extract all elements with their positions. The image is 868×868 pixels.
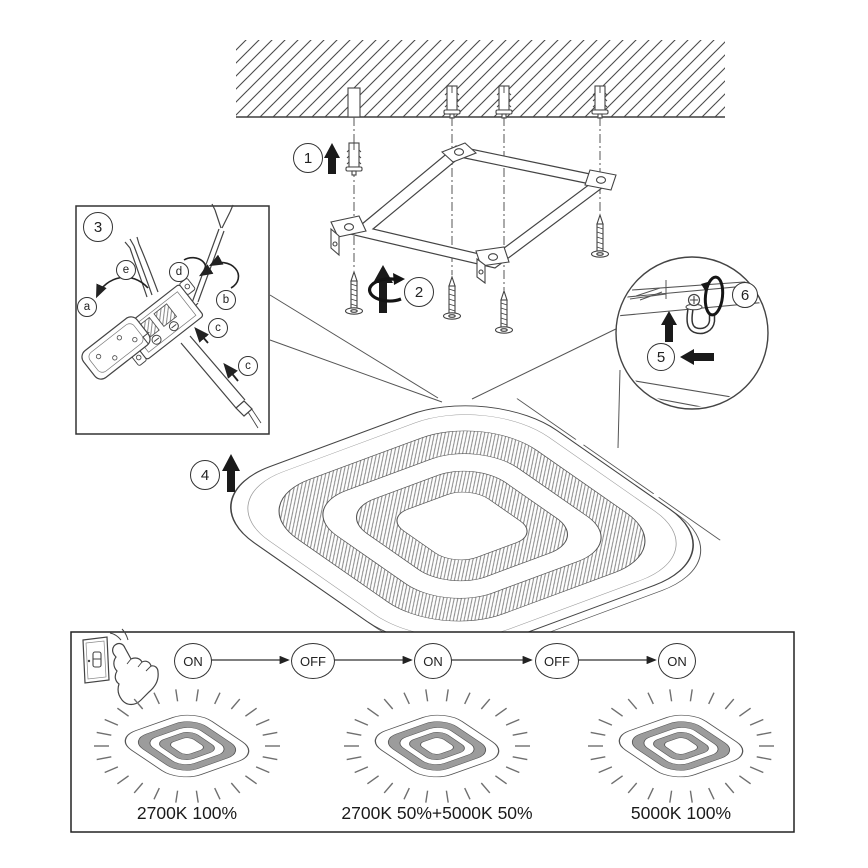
power-state-on: ON bbox=[658, 643, 696, 679]
step-number-5: 5 bbox=[647, 343, 675, 371]
wall-anchor bbox=[346, 143, 362, 175]
drill-hole bbox=[348, 88, 360, 117]
wiring-label-e: e bbox=[116, 260, 136, 280]
wall-switch-icon bbox=[83, 637, 109, 683]
step-number-1: 1 bbox=[293, 143, 323, 173]
ceiling-hatch bbox=[236, 40, 725, 118]
up-arrow bbox=[324, 143, 340, 174]
wiring-label-c: c bbox=[208, 318, 228, 338]
wiring-label-b: b bbox=[216, 290, 236, 310]
screw bbox=[592, 215, 609, 257]
power-state-on: ON bbox=[414, 643, 452, 679]
step1-graphics bbox=[324, 143, 362, 175]
screw bbox=[496, 291, 513, 333]
step-number-4: 4 bbox=[190, 460, 220, 490]
mode-label-mixed: 2700K 50%+5000K 50% bbox=[341, 803, 533, 823]
up-arrow bbox=[373, 265, 393, 313]
mode-label-5000k: 5000K 100% bbox=[630, 803, 732, 823]
up-arrow bbox=[222, 454, 240, 492]
mounting-bracket bbox=[331, 143, 616, 283]
screw bbox=[444, 277, 461, 319]
step-number-2: 2 bbox=[404, 277, 434, 307]
power-state-off: OFF bbox=[291, 643, 335, 679]
step-number-3: 3 bbox=[83, 212, 113, 242]
mode-label-2700k: 2700K 100% bbox=[136, 803, 238, 823]
power-state-on: ON bbox=[174, 643, 212, 679]
wiring-label-d: d bbox=[169, 262, 189, 282]
ceiling-lamp bbox=[188, 383, 747, 672]
wiring-label-a: a bbox=[77, 297, 97, 317]
screw bbox=[346, 272, 363, 314]
step2-graphics bbox=[370, 265, 405, 313]
wiring-label-c: c bbox=[238, 356, 258, 376]
step-number-6: 6 bbox=[732, 282, 758, 308]
power-state-off: OFF bbox=[535, 643, 579, 679]
